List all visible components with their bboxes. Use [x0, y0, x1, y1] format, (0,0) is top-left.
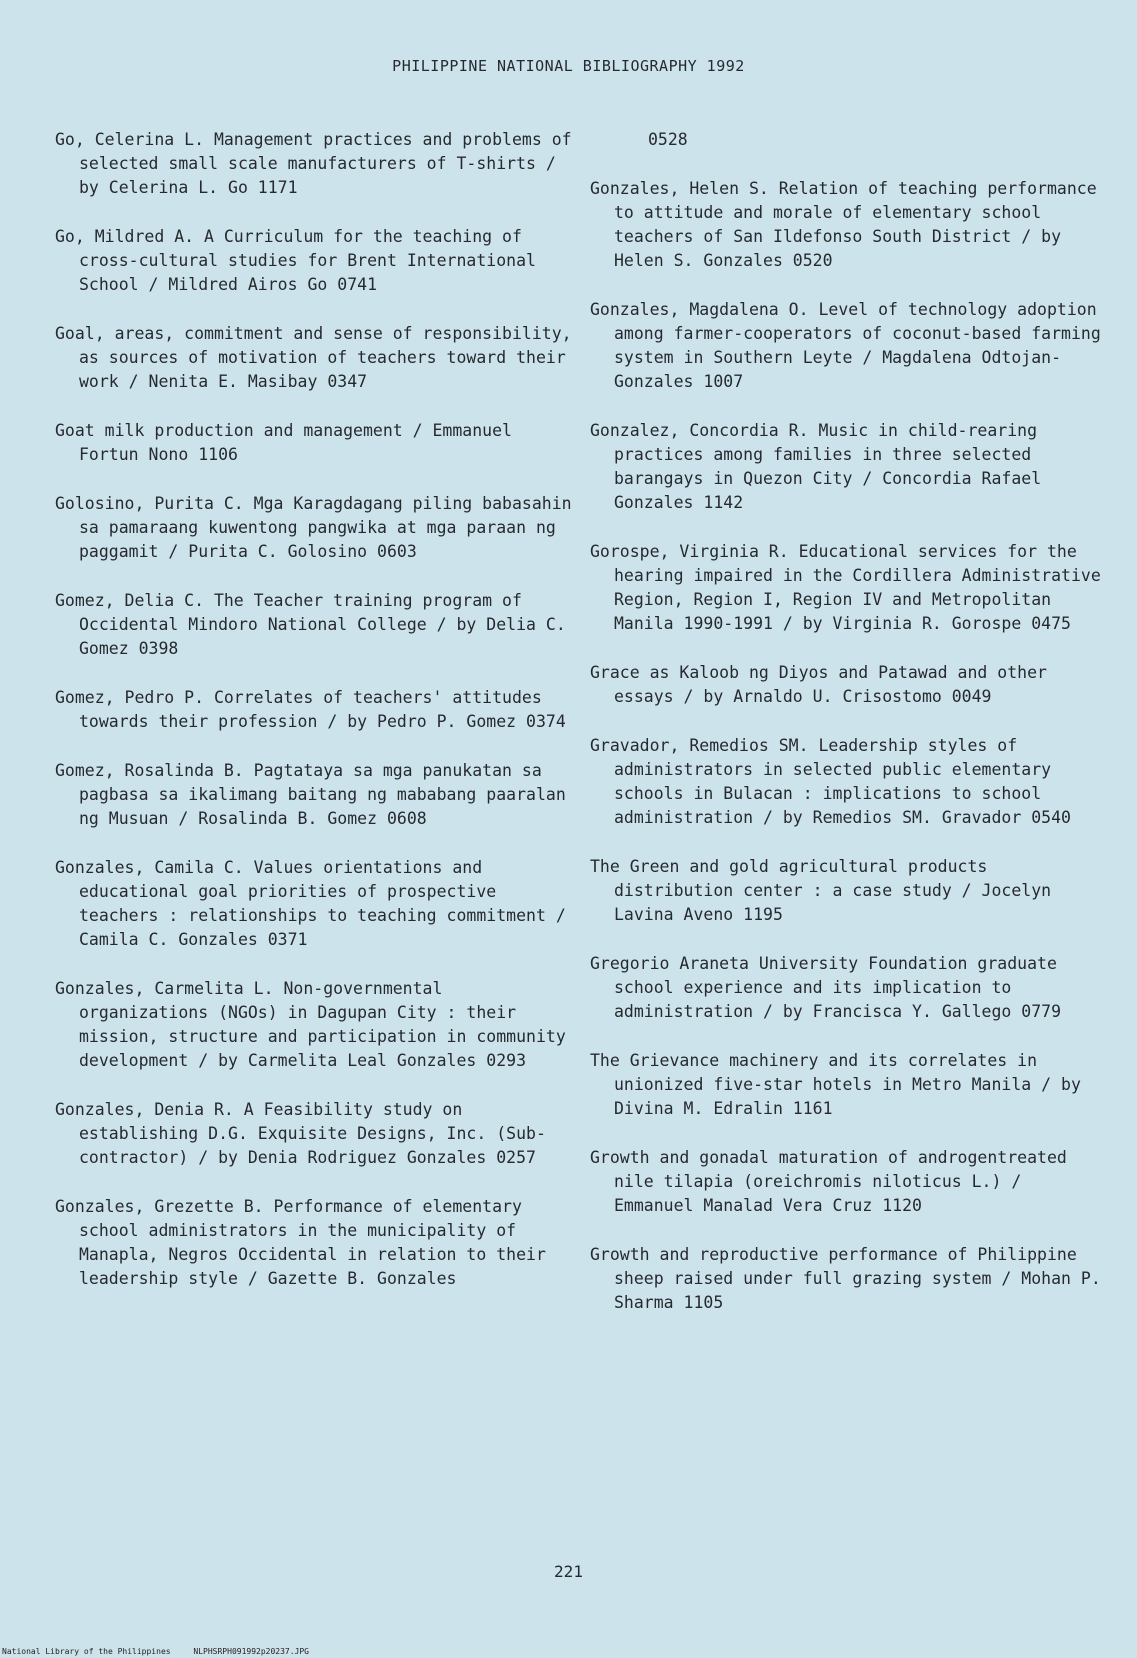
bib-entry: Growth and gonadal maturation of androgentreated nile tilapia (oreichromis niloticus L.) / Emmanuel Manalad Vera Cruz 1120 [590, 1148, 1067, 1215]
bib-entry: Grace as Kaloob ng Diyos and Patawad and other essays / by Arnaldo U. Crisostomo 0049 [590, 663, 1047, 706]
bib-entry: Go, Mildred A. A Curriculum for the teaching of cross-cultural studies for Brent International School / Mildred Airos Go 0741 [55, 227, 536, 294]
bib-entry: Gonzales, Magdalena O. Level of technology adoption among farmer-cooperators of coconut-based farming system in Southern Leyte / Magdalena Odtojan-Gonzales 1007 [590, 300, 1101, 391]
bib-entry: The Grievance machinery and its correlates in unionized five-star hotels in Metro Manila / by Divina M. Edralin 1161 [590, 1051, 1081, 1118]
bib-entry: Gravador, Remedios SM. Leadership styles of administrators in selected public elementary schools in Bulacan : implications to school administration / by Remedios SM. Gravador 0540 [590, 736, 1071, 827]
bib-entry: Growth and reproductive performance of Philippine sheep raised under full grazing system / Mohan P. Sharma 1105 [590, 1245, 1101, 1312]
bib-entry: Gonzales, Helen S. Relation of teaching performance to attitude and morale of elementary school teachers of San Ildefonso South District / by Helen S. Gonzales 0520 [590, 179, 1097, 270]
bib-entry: Gonzales, Camila C. Values orientations and educational goal priorities of prospective teachers : relationships to teaching commitment / Camila C. Gonzales 0371 [55, 858, 566, 949]
page-header: PHILIPPINE NATIONAL BIBLIOGRAPHY 1992 [392, 57, 745, 75]
footer-library: National Library of the Philippines [2, 1647, 171, 1656]
page-number: 221 [554, 1562, 583, 1581]
bib-entry: Gregorio Araneta University Foundation graduate school experience and its implication to administration / by Francisca Y. Gallego 0779 [590, 954, 1062, 1021]
right-column [590, 128, 1110, 1340]
bib-entry: Golosino, Purita C. Mga Karagdagang piling babasahin sa pamaraang kuwentong pangwika at mga paraan ng paggamit / Purita C. Golosino 0603 [55, 494, 572, 561]
bib-entry: Gonzales, Grezette B. Performance of elementary school administrators in the municipality of Manapla, Negros Occidental in relation to their leadership style / Gazette B. Gonzales [55, 1197, 546, 1288]
bib-entry: Gomez, Delia C. The Teacher training program of Occidental Mindoro National College / by Delia C. Gomez 0398 [55, 591, 566, 658]
bib-entry: Go, Celerina L. Management practices and problems of selected small scale manufacturers of T-shirts / by Celerina L. Go 1171 [55, 130, 572, 197]
bib-entry: Gonzales, Carmelita L. Non-governmental organizations (NGOs) in Dagupan City : their mission, structure and participation in community development / by Carmelita Leal Gonzales 0293 [55, 979, 566, 1070]
scan-footer [2, 1647, 327, 1657]
entry-continuation: 0528 [648, 130, 688, 149]
bib-entry: Gomez, Pedro P. Correlates of teachers' attitudes towards their profession / by Pedro P. Gomez 0374 [55, 688, 566, 731]
bib-entry: Goat milk production and management / Emmanuel Fortun Nono 1106 [55, 421, 512, 464]
footer-file: NLPHSRPH091992p20237.JPG [193, 1647, 309, 1656]
bib-entry: Gomez, Rosalinda B. Pagtataya sa mga panukatan sa pagbasa sa ikalimang baitang ng mababang paaralan ng Musuan / Rosalinda B. Gomez 0608 [55, 761, 566, 828]
bib-entry: Gonzales, Denia R. A Feasibility study on establishing D.G. Exquisite Designs, Inc. (Sub-contractor) / by Denia Rodriguez Gonzales 0257 [55, 1100, 546, 1167]
bib-entry: The Green and gold agricultural products distribution center : a case study / Jocelyn Lavina Aveno 1195 [590, 857, 1052, 924]
bib-entry: Gonzalez, Concordia R. Music in child-rearing practices among families in three selected barangays in Quezon City / Concordia Rafael Gonzales 1142 [590, 421, 1042, 512]
bib-entry: Gorospe, Virginia R. Educational services for the hearing impaired in the Cordillera Administrative Region, Region I, Region IV and Metropolitan Manila 1990-1991 / by Virginia R. Gorospe 0475 [590, 542, 1101, 633]
left-column [55, 128, 575, 1316]
bib-entry: Goal, areas, commitment and sense of responsibility, as sources of motivation of teachers toward their work / Nenita E. Masibay 0347 [55, 324, 572, 391]
